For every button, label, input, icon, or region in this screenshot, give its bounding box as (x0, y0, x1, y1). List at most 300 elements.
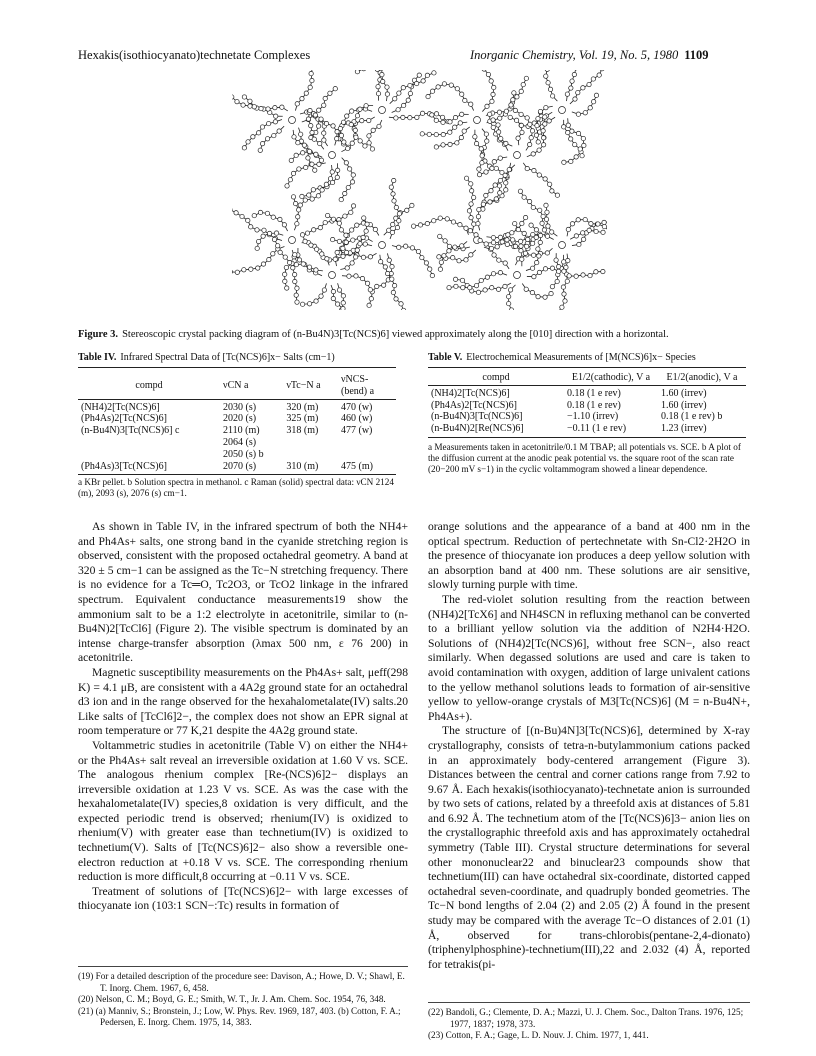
atom-circle (548, 87, 552, 91)
reference-item: (23) Cotton, F. A.; Gage, L. D. Nouv. J. Chim. 1977, 1, 441. (428, 1030, 649, 1041)
atom-circle (341, 120, 345, 124)
atom-circle (442, 82, 446, 86)
atom-circle (256, 131, 260, 135)
atom-circle (248, 104, 252, 108)
atom-circle (567, 274, 571, 278)
atom-circle (562, 160, 566, 164)
atom-circle (256, 266, 260, 270)
atom-circle (439, 260, 443, 264)
atom-circle (576, 90, 580, 94)
central-atom (474, 117, 481, 124)
atom-circle (504, 141, 508, 145)
atom-circle (437, 255, 441, 259)
table-cell: −1.10 (irrev) (567, 411, 619, 423)
central-atom (559, 242, 566, 249)
atom-circle (328, 91, 332, 95)
atom-circle (582, 143, 586, 147)
atom-circle (497, 110, 501, 114)
atom-circle (491, 125, 495, 129)
atom-circle (480, 161, 484, 165)
atom-circle (451, 256, 455, 260)
atom-circle (566, 130, 570, 134)
atom-circle (325, 257, 329, 261)
atom-circle (471, 195, 475, 199)
table-cell: (NH4)2[Tc(NCS)6] (431, 387, 510, 399)
atom-circle (259, 106, 263, 110)
atom-circle (479, 147, 483, 151)
atom-circle (602, 220, 606, 224)
atom-circle (519, 89, 523, 93)
atom-circle (282, 223, 286, 227)
atom-circle (262, 228, 266, 232)
atom-circle (390, 230, 394, 234)
atom-circle (420, 111, 424, 115)
atom-circle (396, 108, 400, 112)
atom-circle (265, 211, 269, 215)
atom-circle (328, 177, 332, 181)
atom-circle (335, 168, 339, 172)
atom-circle (491, 235, 495, 239)
table-cell: (NH4)2[Tc(NCS)6] (81, 401, 160, 413)
atom-circle (503, 173, 507, 177)
atom-circle (479, 278, 483, 282)
atom-circle (344, 240, 348, 244)
atom-circle (442, 254, 446, 258)
atom-circle (351, 204, 355, 208)
atom-circle (513, 221, 517, 225)
body-paragraph: The structure of [(n-Bu)4N]3[Tc(NCS)6], determined by X-ray crystallography, consists of tetra-n-butylammonium cations packed in an approximately body-centered arrangement (Figure 3). Distances between the central and corner cations range from 7.92 to 9.67 Å. Each hexakis(isothiocyanato)-technetate anion is surrounded by two sets of cations, related by a threefold axis at distances of 5.81 and 6.92 Å. The technetium atom of the [Tc(NCS)6]3− anion lies on the crystallographic threefold axis and has approximately octahedral symmetry (Table III). Crystal structure determinations for several other mononuclear22 and binuclear23 compounds show that technetium(III) can have octahedral six-coordinate, distorted capped octahedral seven-coordinate, and quadruply bonded geometries. The Tc−N bond lengths of 2.04 (2) and 2.05 (2) Å found in the present study may be compared with the average Tc−O distances of 2.01 (1) Å, observed for trans-chlorobis(pentane-2,4-dionato)(triphenylphosphine)-technetium(III),22 and 2.032 (4) Å, reported for tetrakis(pi- (428, 724, 750, 971)
atom-circle (310, 197, 314, 201)
atom-circle (361, 235, 365, 239)
column-header: E1/2(cathodic), V a (564, 372, 658, 385)
atom-circle (452, 125, 456, 129)
column-header: νTc−N a (283, 374, 338, 399)
atom-circle (492, 253, 496, 257)
atom-circle (545, 70, 549, 72)
atom-circle (587, 228, 591, 232)
atom-circle (491, 118, 495, 122)
atom-circle (350, 141, 354, 145)
table-cell (78, 449, 220, 461)
atom-circle (532, 274, 536, 278)
atom-circle (541, 129, 545, 133)
atom-circle (418, 223, 422, 227)
atom-circle (368, 255, 372, 259)
atom-circle (345, 114, 349, 118)
atom-circle (414, 81, 418, 85)
atom-circle (506, 294, 510, 298)
atom-circle (295, 286, 299, 290)
atom-circle (375, 284, 379, 288)
atom-circle (556, 264, 560, 268)
atom-circle (317, 162, 321, 166)
atom-circle (485, 139, 489, 143)
atom-circle (392, 199, 396, 203)
atom-circle (498, 116, 502, 120)
atom-circle (481, 202, 485, 206)
atom-circle (307, 265, 311, 269)
table-cell: 1.60 (irrev) (661, 399, 707, 411)
atom-circle (319, 294, 323, 298)
table-iv (78, 352, 396, 499)
table-row (428, 400, 746, 412)
atom-circle (272, 133, 276, 137)
atom-circle (436, 85, 440, 89)
atom-circle (448, 130, 452, 134)
table-cell: 310 (m) (283, 461, 338, 475)
atom-circle (477, 172, 481, 176)
body-paragraph: Magnetic susceptibility measurements on the Ph4As+ salt, μeff(298 K) = 4.1 μB, are consistent with a 4A2g ground state for an octahedral d3 ion and in the range observed for the hexahalometalate(IV) salts.20 Like salts of [TcCl6]2−, the complex does not show an EPR signal at room temperature or 77 K,21 despite the 4A2g ground state. (78, 665, 408, 738)
atom-circle (341, 246, 345, 250)
atom-circle (343, 214, 347, 218)
atom-circle (511, 98, 515, 102)
atom-circle (524, 76, 528, 80)
atom-circle (529, 223, 533, 227)
atom-circle (555, 279, 559, 283)
atom-circle (324, 121, 328, 125)
atom-circle (543, 122, 547, 126)
atom-circle (344, 233, 348, 237)
figure-caption-text: Stereoscopic crystal packing diagram of (n-Bu4N)3[Tc(NCS)6] viewed approximately along the [010] direction with a horizontal. (122, 329, 669, 340)
atom-circle (294, 262, 298, 266)
atom-circle (313, 168, 317, 172)
atom-circle (367, 118, 371, 122)
atom-circle (331, 289, 335, 293)
atom-circle (322, 131, 326, 135)
atom-circle (438, 267, 442, 271)
atom-circle (565, 279, 569, 283)
atom-circle (453, 115, 457, 119)
table-row (428, 385, 746, 399)
atom-circle (522, 195, 526, 199)
atom-circle (512, 91, 516, 95)
atom-circle (460, 244, 464, 248)
table-v-title-text: Electrochemical Measurements of [M(NCS)6]x− Species (466, 352, 696, 363)
atom-circle (550, 94, 554, 98)
atom-circle (295, 300, 299, 304)
atom-circle (307, 193, 311, 197)
table-cell: 2064 (s) (223, 436, 257, 448)
atom-circle (394, 116, 398, 120)
atom-circle (531, 253, 535, 257)
atom-circle (536, 140, 540, 144)
atom-circle (381, 283, 385, 287)
atom-circle (351, 238, 355, 242)
atom-circle (434, 132, 438, 136)
table-cell: 318 (m) (286, 425, 319, 437)
atom-circle (331, 296, 335, 300)
atom-circle (304, 165, 308, 169)
atom-circle (455, 87, 459, 91)
atom-circle (277, 129, 281, 133)
atom-circle (474, 141, 478, 145)
left-column-text (78, 520, 408, 914)
atom-circle (397, 91, 401, 95)
atom-circle (460, 112, 464, 116)
atom-circle (526, 237, 530, 241)
atom-circle (495, 245, 499, 249)
atom-circle (345, 266, 349, 270)
atom-circle (503, 261, 507, 265)
atom-circle (569, 159, 573, 163)
atom-circle (424, 261, 428, 265)
table-cell: (n-Bu4N)2[Re(NCS)6] (428, 423, 564, 437)
central-atom (514, 152, 521, 159)
atom-circle (311, 228, 315, 232)
atom-circle (251, 135, 255, 139)
atom-circle (490, 286, 494, 290)
atom-circle (580, 231, 584, 235)
atom-circle (353, 128, 357, 132)
atom-circle (341, 254, 345, 258)
atom-circle (246, 218, 250, 222)
atom-circle (242, 95, 246, 99)
atom-circle (566, 258, 570, 262)
atom-circle (385, 271, 389, 275)
atom-circle (252, 213, 256, 217)
atom-circle (293, 201, 297, 205)
table-cell: 470 (w) (341, 401, 373, 413)
atom-circle (378, 260, 382, 264)
atom-circle (462, 129, 466, 133)
atom-circle (316, 194, 320, 198)
atom-circle (408, 91, 412, 95)
atom-circle (467, 209, 471, 213)
atom-circle (563, 299, 567, 303)
atom-circle (570, 79, 574, 83)
atom-circle (506, 301, 510, 305)
reference-item: (20) Nelson, C. M.; Boyd, G. E.; Smith, W. T., Jr. J. Am. Chem. Soc. 1954, 76, 348. (78, 994, 386, 1005)
atom-circle (300, 96, 304, 100)
atom-circle (498, 156, 502, 160)
atom-circle (499, 136, 503, 140)
central-atom (329, 152, 336, 159)
atom-circle (364, 229, 368, 233)
atom-circle (474, 233, 478, 237)
atom-circle (308, 85, 312, 89)
atom-circle (494, 197, 498, 201)
atom-circle (529, 136, 533, 140)
atom-circle (538, 240, 542, 244)
body-paragraph: As shown in Table IV, in the infrared spectrum of both the NH4+ and Ph4As+ salts, one strong band in the cyanide stretching region is observed, consistent with the proposed octahedral geometry. A band at 320 ± 5 cm−1 can be assigned as the Tc−N stretching frequency. There is no evidence for a Tc═O, Tc2O3, or TcO2 linkage in the infrared spectrum. Equivalent conductance measurements19 show the ammonium salt to be a 1:2 electrolyte in acetonitrile, similar to (n-Bu4N)2[TcCl6] (Figure 2). The visible spectrum is dominated by an intense charge-transfer absorption (λmax 500 nm, ε 76 200) in acetonitrile. (78, 520, 408, 665)
atom-circle (410, 203, 414, 207)
atom-circle (474, 283, 478, 287)
atom-circle (561, 285, 565, 289)
central-atom (289, 237, 296, 244)
atom-circle (518, 189, 522, 193)
atom-circle (376, 91, 380, 95)
atom-circle (432, 71, 436, 75)
atom-circle (291, 195, 295, 199)
atom-circle (408, 83, 412, 87)
table-cell: (n-Bu4N)3[Tc(NCS)6] (431, 411, 523, 423)
atom-circle (480, 154, 484, 158)
atom-circle (570, 129, 574, 133)
atom-circle (489, 79, 493, 83)
atom-circle (438, 234, 442, 238)
column-header: compd (428, 372, 564, 385)
atom-circle (415, 115, 419, 119)
atom-circle (350, 261, 354, 265)
atom-circle (335, 136, 339, 140)
atom-circle (536, 294, 540, 298)
table-cell: 460 (w) (341, 413, 373, 425)
atom-circle (241, 103, 245, 107)
atom-circle (258, 210, 262, 214)
atom-circle (405, 208, 409, 212)
atom-circle (362, 70, 366, 71)
atom-circle (498, 270, 502, 274)
atom-circle (505, 238, 509, 242)
atom-circle (320, 252, 324, 256)
atom-circle (305, 231, 309, 235)
atom-circle (285, 286, 289, 290)
atom-circle (373, 227, 377, 231)
atom-circle (302, 143, 306, 147)
atom-circle (441, 143, 445, 147)
atom-circle (458, 121, 462, 125)
atom-circle (498, 191, 502, 195)
atom-circle (426, 94, 430, 98)
atom-circle (360, 118, 364, 122)
atom-circle (477, 167, 481, 171)
atom-circle (534, 260, 538, 264)
atom-circle (362, 216, 366, 220)
atom-circle (403, 244, 407, 248)
central-atom (559, 107, 566, 114)
atom-circle (320, 188, 324, 192)
atom-circle (453, 277, 457, 281)
table-row (78, 437, 396, 449)
atom-circle (363, 144, 367, 148)
atom-circle (562, 269, 566, 273)
atom-circle (594, 93, 598, 97)
table-iv-title-text: Infrared Spectral Data of [Tc(NCS)6]x− Salts (cm−1) (120, 352, 335, 363)
right-column-text (428, 520, 750, 972)
atom-circle (314, 247, 318, 251)
atom-circle (285, 184, 289, 188)
atom-circle (544, 74, 548, 78)
atom-circle (516, 227, 520, 231)
atom-circle (484, 242, 488, 246)
atom-circle (524, 287, 528, 291)
atom-circle (363, 242, 367, 246)
atom-circle (408, 116, 412, 120)
atom-circle (360, 276, 364, 280)
atom-circle (484, 193, 488, 197)
atom-circle (430, 273, 434, 277)
left-references (78, 966, 408, 1029)
atom-circle (380, 72, 384, 76)
atom-circle (311, 188, 315, 192)
atom-circle (411, 224, 415, 228)
atom-circle (298, 132, 302, 136)
atom-circle (576, 218, 580, 222)
atom-circle (432, 219, 436, 223)
reference-item: (19) For a detailed description of the procedure see: Davison, A.; Howe, D. V.; Shawl, E. T. Inorg. Chem. 1967, 6, 458. (78, 971, 405, 993)
atom-circle (335, 302, 339, 306)
journal-citation: Inorganic Chemistry, Vol. 19, No. 5, 1980 (470, 48, 679, 62)
atom-circle (425, 73, 429, 77)
atom-circle (249, 267, 253, 271)
atom-circle (309, 123, 313, 127)
atom-circle (464, 258, 468, 262)
atom-circle (505, 242, 509, 246)
table-row (78, 425, 396, 437)
atom-circle (574, 274, 578, 278)
atom-circle (489, 188, 493, 192)
atom-circle (543, 115, 547, 119)
atom-circle (587, 82, 591, 86)
atom-circle (520, 257, 524, 261)
atom-circle (322, 288, 326, 292)
atom-circle (469, 102, 473, 106)
atom-circle (344, 161, 348, 165)
atom-circle (544, 217, 548, 221)
atom-circle (508, 115, 512, 119)
atom-circle (574, 155, 578, 159)
atom-circle (347, 274, 351, 278)
atom-circle (330, 237, 334, 241)
atom-circle (545, 251, 549, 255)
atom-circle (583, 111, 587, 115)
atom-circle (530, 129, 534, 133)
atom-circle (354, 274, 358, 278)
atom-circle (511, 238, 515, 242)
atom-circle (308, 108, 312, 112)
table-iv-label: Table IV. (78, 352, 117, 363)
atom-circle (235, 270, 239, 274)
atom-circle (349, 109, 353, 113)
atom-circle (588, 106, 592, 110)
atom-circle (377, 124, 381, 128)
table-cell: 2070 (s) (220, 461, 283, 475)
atom-circle (349, 210, 353, 214)
atom-circle (460, 278, 464, 282)
atom-circle (550, 230, 554, 234)
atom-circle (576, 131, 580, 135)
atom-circle (589, 221, 593, 225)
atom-circle (310, 78, 314, 82)
central-atom (379, 107, 386, 114)
atom-circle (427, 132, 431, 136)
atom-circle (459, 135, 463, 139)
atom-circle (295, 102, 299, 106)
atom-circle (271, 215, 275, 219)
atom-circle (545, 210, 549, 214)
reference-item: (21) (a) Manniv, S.; Bronstein, J.; Low, W. Phys. Rev. 1969, 187, 403. (b) Cotton, F. A.; Pedersen, E. Inorg. Chem. 1975, 14, 383. (78, 1005, 401, 1028)
atom-circle (355, 248, 359, 252)
atom-circle (491, 272, 495, 276)
atom-circle (344, 250, 348, 254)
atom-circle (531, 205, 535, 209)
atom-circle (494, 166, 498, 170)
atom-circle (358, 241, 362, 245)
body-paragraph: orange solutions and the appearance of a band at 400 nm in the optical spectrum. Reduction of pertechnetate with Sn-Cl2·2H2O in the presence of thiocyanate ion produces a deep yellow solution with an absorption band at 400 nm. These solutions are air sensitive, slowly turning purple with time. (428, 520, 750, 592)
atom-circle (381, 79, 385, 83)
atom-circle (347, 167, 351, 171)
atom-circle (296, 141, 300, 145)
atom-circle (447, 244, 451, 248)
atom-circle (572, 72, 576, 76)
table-cell: 320 (m) (286, 401, 319, 413)
atom-circle (392, 178, 396, 182)
atom-circle (523, 215, 527, 219)
atom-circle (492, 160, 496, 164)
atom-circle (317, 108, 321, 112)
atom-circle (365, 222, 369, 226)
table-row (428, 411, 746, 423)
